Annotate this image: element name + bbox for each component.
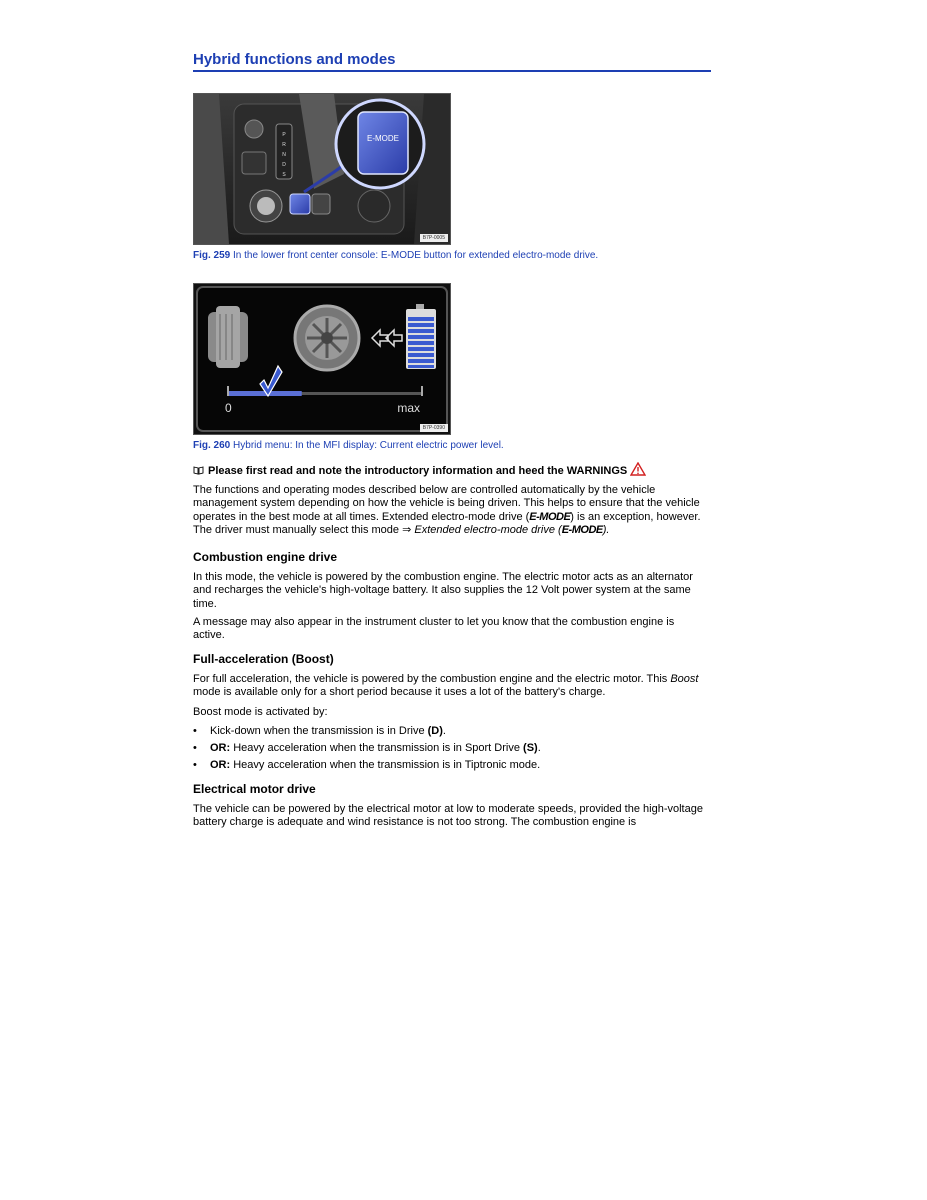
- boost-paragraph-1: [193, 673, 703, 700]
- figure-number: Fig. 259: [193, 250, 231, 261]
- link-end: ).: [602, 524, 610, 537]
- book-icon: [193, 466, 204, 475]
- warning-triangle-icon[interactable]: [630, 462, 646, 476]
- item-text: Kick-down when the transmission is in Drive: [210, 725, 428, 737]
- mfi-display-illustration: [194, 284, 450, 434]
- figure-caption: [193, 440, 711, 451]
- figure-power-level: [193, 283, 451, 435]
- svg-text:N: N: [282, 152, 286, 158]
- figure-caption-text: Hybrid menu: In the MFI display: Current electric power level.: [233, 440, 504, 451]
- boost-text: For full acceleration, the vehicle is powered by the combustion engine and the electric motor. This: [193, 673, 671, 685]
- emode-button-label: E-MODE: [367, 134, 399, 143]
- figure-number: Fig. 260: [193, 440, 231, 451]
- item-text: Heavy acceleration when the transmission is in Tiptronic mode.: [230, 759, 541, 771]
- intro-paragraph: [193, 484, 703, 538]
- intro-text-2: ) is an exception, however. The driver must manually select this mode ⇒: [193, 510, 701, 537]
- link-text: Extended electro-mode drive (: [414, 524, 562, 537]
- item-text: Heavy acceleration when the transmission is in Sport Drive: [230, 742, 524, 754]
- figure-code: B7P-0005: [420, 234, 448, 242]
- combustion-paragraph-2: A message may also appear in the instrument cluster to let you know that the combustion engine is active.: [193, 616, 675, 642]
- boost-paragraph-2: Boost mode is activated by:: [193, 706, 328, 718]
- combustion-paragraph-1: In this mode, the vehicle is powered by the combustion engine. The electric motor acts as an alternator and recharges the vehicle's high-voltage battery. It also supplies the 12 Volt power system at the same time.: [193, 571, 693, 610]
- emode-symbol: E-MODE: [561, 524, 603, 537]
- list-item: • OR: Heavy acceleration when the transmission is in Sport Drive (S).: [193, 742, 541, 754]
- boost-text-end: mode is available only for a short period because it uses a lot of the battery's charge.: [193, 686, 606, 699]
- item-prefix: OR:: [210, 759, 231, 771]
- figure-caption: [193, 250, 711, 261]
- figure-code: B7P-0390: [420, 424, 448, 432]
- svg-text:S: S: [282, 172, 286, 178]
- item-end: .: [442, 725, 446, 737]
- boost-italic: Boost: [670, 673, 699, 685]
- figure-caption-text: In the lower front center console: E-MODE button for extended electro-mode drive.: [233, 250, 599, 261]
- figure-emode-button: [193, 93, 451, 245]
- list-item: • Kick-down when the transmission is in Drive (D).: [193, 725, 446, 737]
- list-item: • OR: Heavy acceleration when the transmission is in Tiptronic mode.: [193, 759, 541, 771]
- svg-text:D: D: [282, 162, 286, 168]
- item-prefix: OR:: [210, 742, 231, 754]
- scale-min-label: 0: [225, 401, 232, 415]
- emode-symbol: E-MODE: [529, 510, 571, 523]
- console-illustration: [194, 94, 450, 244]
- item-gear: (D): [427, 725, 443, 737]
- item-gear: (S): [523, 742, 538, 754]
- svg-text:R: R: [282, 142, 286, 148]
- heading-electrical: Electrical motor drive: [193, 782, 316, 796]
- warning-text: Please first read and note the introductory information and heed the WARNINGS: [208, 465, 628, 477]
- heading-boost: Full-acceleration (Boost): [193, 652, 334, 666]
- intro-text-1: The functions and operating modes described below are controlled automatically by the vehicle management system depending on how the vehicle is being driven. This helps to ensure that the vehicle operates in the best mode at all times. Extended electro-mode drive (: [193, 484, 700, 523]
- gear-letters: P: [282, 132, 286, 138]
- emode-section-link[interactable]: [414, 524, 609, 536]
- scale-max-label: max: [397, 401, 420, 415]
- electrical-paragraph-1: The vehicle can be powered by the electrical motor at low to moderate speeds, provided the high-voltage battery charge is adequate and wind resistance is not too strong. The combustion engine is: [193, 803, 703, 829]
- warning-notice: [193, 462, 703, 478]
- section-title: Hybrid functions and modes: [193, 51, 711, 72]
- heading-combustion: Combustion engine drive: [193, 550, 338, 564]
- item-end: .: [537, 742, 541, 754]
